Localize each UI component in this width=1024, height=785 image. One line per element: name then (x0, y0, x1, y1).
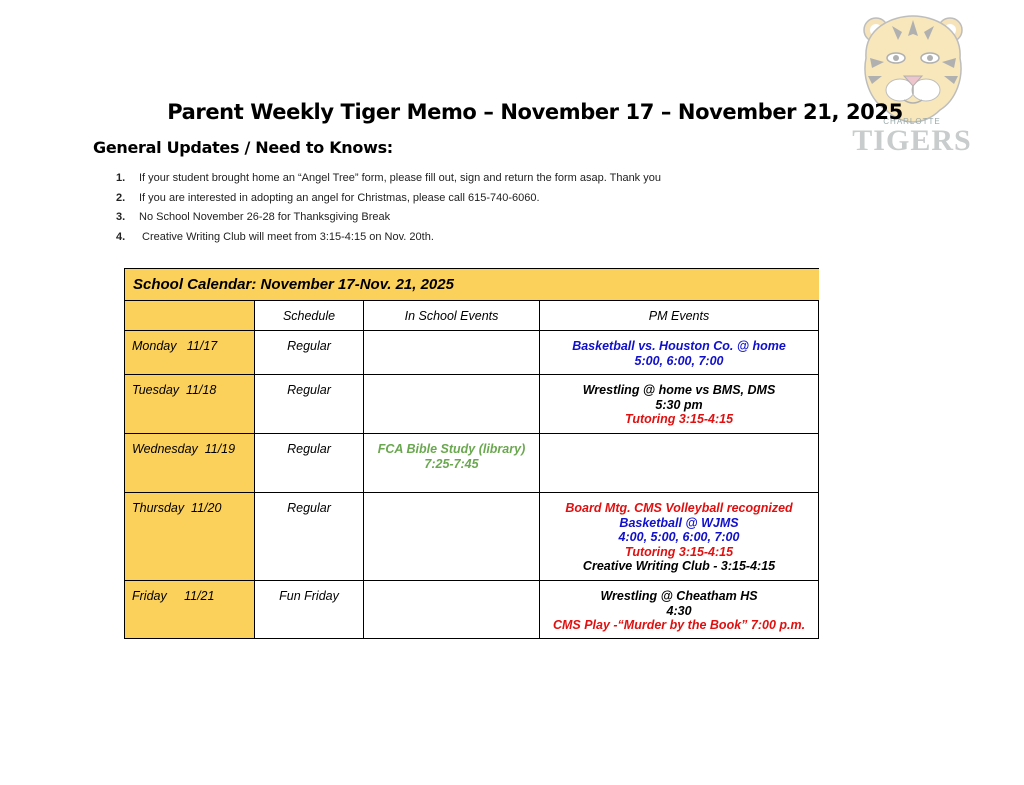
update-number: 1. (116, 172, 126, 184)
in-school-event: FCA Bible Study (library) (377, 442, 526, 456)
in-school-event: 7:25-7:45 (424, 456, 479, 471)
update-item (116, 170, 661, 190)
pm-cell (540, 493, 819, 581)
pm-cell (540, 375, 819, 434)
update-number: 2. (116, 191, 126, 204)
pm-event: Wrestling @ Cheatham HS (600, 589, 758, 603)
update-item (116, 190, 661, 210)
schedule-cell: Regular (255, 331, 364, 375)
calendar-caption: School Calendar: November 17-Nov. 21, 2025 (125, 269, 819, 301)
schedule-cell: Regular (255, 493, 364, 581)
update-item (116, 229, 661, 249)
pm-event: CMS Play -“Murder by the Book” 7:00 p.m. (552, 618, 806, 633)
update-number: 3. (116, 211, 126, 224)
pm-event: Creative Writing Club - 3:15-4:15 (582, 559, 776, 574)
logo-line2: TIGERS (852, 124, 972, 156)
tiger-logo (852, 8, 974, 156)
header-day (125, 301, 255, 331)
pm-cell (540, 331, 819, 375)
table-row (125, 375, 819, 434)
schedule-cell: Regular (255, 375, 364, 434)
day-cell: Friday 11/21 (125, 581, 255, 639)
update-number: 4. (116, 231, 126, 244)
pm-event: 5:30 pm (655, 397, 703, 412)
pm-event: Basketball @ WJMS (619, 515, 739, 530)
updates-list (116, 170, 661, 249)
pm-event: Tutoring 3:15-4:15 (624, 544, 734, 559)
pm-cell (540, 581, 819, 639)
pm-cell (540, 434, 819, 493)
in-school-cell (364, 493, 540, 581)
pm-event: 4:00, 5:00, 6:00, 7:00 (618, 530, 740, 545)
day-cell: Thursday 11/20 (125, 493, 255, 581)
table-row (125, 434, 819, 493)
header-pm-events: PM Events (540, 301, 819, 331)
pm-event: Basketball vs. Houston Co. @ home (572, 339, 786, 353)
schedule-cell: Regular (255, 434, 364, 493)
school-calendar-table (124, 268, 819, 639)
table-row (125, 493, 819, 581)
update-text: If you are interested in adopting an angel for Christmas, please call 615-740-6060. (139, 191, 540, 204)
logo-line1: CHARLOTTE (883, 117, 941, 126)
pm-event: Wrestling @ home vs BMS, DMS (582, 383, 776, 397)
in-school-cell (364, 581, 540, 639)
pm-event: Tutoring 3:15-4:15 (624, 412, 734, 427)
day-cell: Wednesday 11/19 (125, 434, 255, 493)
header-schedule: Schedule (255, 301, 364, 331)
pm-event: 4:30 (666, 603, 692, 618)
update-text: If your student brought home an “Angel Tree” form, please fill out, sign and return the form asap. Thank you (139, 172, 661, 184)
memo-title: Parent Weekly Tiger Memo – November 17 – November 21, 2025 (167, 100, 903, 124)
pm-event: Board Mtg. CMS Volleyball recognized (565, 501, 793, 515)
section-heading: General Updates / Need to Knows: (93, 138, 393, 157)
in-school-cell (364, 434, 540, 493)
day-cell: Monday 11/17 (125, 331, 255, 375)
update-item (116, 209, 661, 229)
update-text: Creative Writing Club will meet from 3:15-4:15 on Nov. 20th. (139, 231, 434, 244)
schedule-cell: Fun Friday (255, 581, 364, 639)
table-row (125, 331, 819, 375)
day-cell: Tuesday 11/18 (125, 375, 255, 434)
in-school-cell (364, 331, 540, 375)
in-school-cell (364, 375, 540, 434)
update-text: No School November 26-28 for Thanksgiving Break (139, 211, 391, 224)
header-in-school-events: In School Events (364, 301, 540, 331)
table-row (125, 581, 819, 639)
pm-event: 5:00, 6:00, 7:00 (634, 353, 724, 368)
